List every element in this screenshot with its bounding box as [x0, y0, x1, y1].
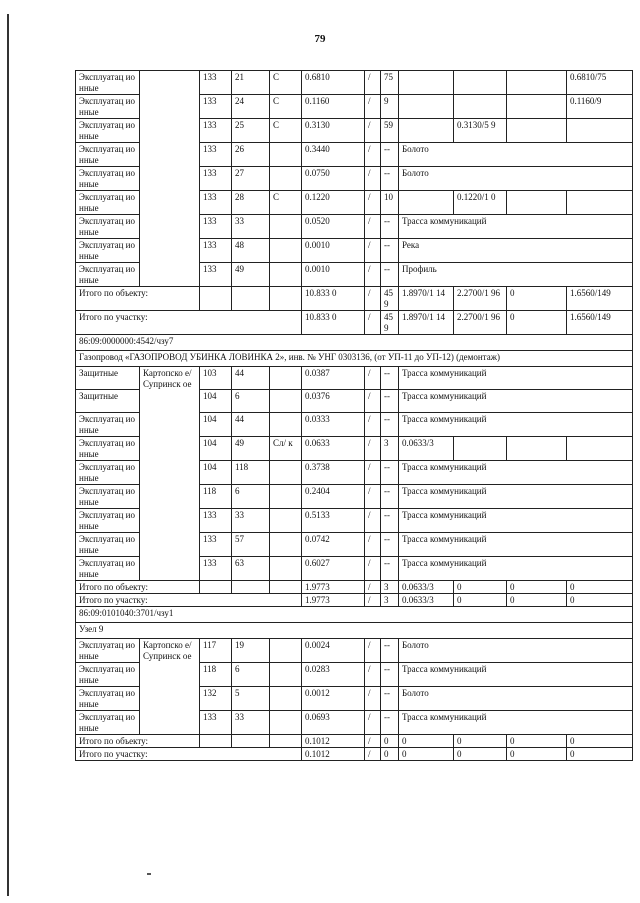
slash-cell: /	[365, 71, 381, 95]
area-cell: 0.6810	[302, 71, 365, 95]
category-cell: С	[270, 191, 302, 215]
total-value1: 0	[399, 748, 454, 761]
area-cell: 0.0283	[302, 663, 365, 687]
value2-cell	[454, 71, 507, 95]
dash-cell: --	[381, 239, 399, 263]
land-category-cell: Эксплуатац ионные	[76, 263, 140, 287]
quarter-cell: 133	[200, 143, 232, 167]
slash-cell: /	[365, 735, 381, 748]
value1-cell	[399, 191, 454, 215]
table-row	[76, 639, 633, 663]
plot-cell: 49	[232, 263, 270, 287]
note-cell: Болото	[399, 687, 633, 711]
area-cell: 0.0024	[302, 639, 365, 663]
total-value1: 0.0633/3	[399, 594, 454, 607]
total-label: Итого по участку:	[76, 748, 302, 761]
category-cell: Сл/ к	[270, 437, 302, 461]
total-label: Итого по объекту:	[76, 735, 200, 748]
total-value2: 0	[454, 735, 507, 748]
count-cell: 59	[381, 119, 399, 143]
plot-cell: 6	[232, 390, 270, 413]
category-cell	[270, 533, 302, 557]
note-cell: Трасса коммуникаций	[399, 557, 633, 581]
total-value1: 0.0633/3	[399, 581, 454, 594]
area-cell: 0.3130	[302, 119, 365, 143]
dash-cell: --	[381, 639, 399, 663]
land-category-cell: Эксплуатац ионные	[76, 557, 140, 581]
note-cell: Река	[399, 239, 633, 263]
table-row	[76, 367, 633, 390]
category-cell	[270, 639, 302, 663]
total-value3: 0	[507, 581, 567, 594]
category-cell: С	[270, 119, 302, 143]
category-cell: С	[270, 71, 302, 95]
area-cell: 0.1160	[302, 95, 365, 119]
plot-cell: 28	[232, 191, 270, 215]
plot-cell: 26	[232, 143, 270, 167]
summary-cell	[567, 191, 633, 215]
category-cell	[270, 485, 302, 509]
dash-cell: --	[381, 533, 399, 557]
dash-cell: --	[381, 215, 399, 239]
scan-edge	[7, 14, 9, 896]
area-cell: 0.3738	[302, 461, 365, 485]
land-category-cell: Эксплуатац ионные	[76, 119, 140, 143]
blank-cell	[270, 735, 302, 748]
total-count: 3	[381, 581, 399, 594]
total-summary: 0	[567, 594, 633, 607]
area-cell: 0.2404	[302, 485, 365, 509]
quarter-cell: 133	[200, 533, 232, 557]
quarter-cell: 132	[200, 687, 232, 711]
summary-cell	[567, 119, 633, 143]
scan-mark	[147, 873, 151, 875]
category-cell	[270, 143, 302, 167]
land-category-cell: Защитные	[76, 390, 140, 413]
owner-cell: Картопско е/ Супринск ое	[140, 639, 200, 735]
slash-cell: /	[365, 263, 381, 287]
total-value3: 0	[507, 311, 567, 335]
dash-cell: --	[381, 390, 399, 413]
dash-cell: --	[381, 711, 399, 735]
total-count: 45 9	[381, 311, 399, 335]
blank-cell	[200, 735, 232, 748]
summary-cell	[567, 437, 633, 461]
category-cell	[270, 167, 302, 191]
plot-cell: 33	[232, 215, 270, 239]
category-cell	[270, 215, 302, 239]
dash-cell: --	[381, 663, 399, 687]
value3-cell	[507, 95, 567, 119]
cadastral-number	[76, 335, 633, 351]
value1-cell	[399, 119, 454, 143]
table-row	[76, 71, 633, 95]
value1-cell	[399, 95, 454, 119]
total-value3: 0	[507, 594, 567, 607]
owner-cell: Картопско е/ Супринск ое	[140, 367, 200, 581]
dash-cell: --	[381, 167, 399, 191]
total-object-row	[76, 735, 633, 748]
category-cell	[270, 367, 302, 390]
quarter-cell: 133	[200, 71, 232, 95]
note-cell: Трасса коммуникаций	[399, 509, 633, 533]
total-summary: 0	[567, 748, 633, 761]
land-category-cell: Эксплуатац ионные	[76, 167, 140, 191]
total-label: Итого по объекту:	[76, 287, 200, 311]
plot-cell: 24	[232, 95, 270, 119]
dash-cell: --	[381, 143, 399, 167]
land-category-cell: Эксплуатац ионные	[76, 143, 140, 167]
note-cell: Трасса коммуникаций	[399, 485, 633, 509]
quarter-cell: 133	[200, 263, 232, 287]
land-category-cell: Эксплуатац ионные	[76, 95, 140, 119]
land-category-cell: Эксплуатац ионные	[76, 239, 140, 263]
area-cell: 0.0010	[302, 239, 365, 263]
plot-cell: 6	[232, 485, 270, 509]
land-category-cell: Эксплуатац ионные	[76, 711, 140, 735]
plot-cell: 57	[232, 533, 270, 557]
slash-cell: /	[365, 287, 381, 311]
plot-cell: 118	[232, 461, 270, 485]
land-category-cell: Эксплуатац ионные	[76, 191, 140, 215]
quarter-cell: 133	[200, 215, 232, 239]
dash-cell: --	[381, 461, 399, 485]
land-category-cell: Эксплуатац ионные	[76, 437, 140, 461]
page-number: 79	[314, 33, 326, 45]
value2-cell: 0.3130/5 9	[454, 119, 507, 143]
land-category-cell: Эксплуатац ионные	[76, 485, 140, 509]
land-category-cell: Эксплуатац ионные	[76, 533, 140, 557]
plot-cell: 25	[232, 119, 270, 143]
area-cell: 0.0633	[302, 437, 365, 461]
note-cell: Болото	[399, 639, 633, 663]
category-cell	[270, 711, 302, 735]
dash-cell: --	[381, 367, 399, 390]
quarter-cell: 117	[200, 639, 232, 663]
slash-cell: /	[365, 663, 381, 687]
plot-cell: 21	[232, 71, 270, 95]
note-cell: Трасса коммуникаций	[399, 533, 633, 557]
value2-cell: 0.1220/1 0	[454, 191, 507, 215]
total-parcel-row	[76, 594, 633, 607]
blank-cell	[232, 287, 270, 311]
total-value3: 0	[507, 735, 567, 748]
slash-cell: /	[365, 215, 381, 239]
object-name-cell: Узел 9	[76, 623, 633, 639]
cadastral-number-cell: 86:09:0101040:3701/чзу1	[76, 607, 633, 623]
category-cell	[270, 239, 302, 263]
category-cell: С	[270, 95, 302, 119]
value2-cell	[454, 95, 507, 119]
area-cell: 0.3440	[302, 143, 365, 167]
total-area: 10.833 0	[302, 287, 365, 311]
count-cell: 3	[381, 437, 399, 461]
slash-cell: /	[365, 239, 381, 263]
object-name-cell: Газопровод «ГАЗОПРОВОД УБИНКА ЛОВИНКА 2», инв. № УНГ 0303136, (от УП-11 до УП-12) (демонтаж)	[76, 351, 633, 367]
total-value1: 1.8970/1 14	[399, 311, 454, 335]
total-value2: 0	[454, 581, 507, 594]
land-category-cell: Эксплуатац ионные	[76, 413, 140, 437]
count-cell: 75	[381, 71, 399, 95]
slash-cell: /	[365, 390, 381, 413]
total-summary: 1.6560/149	[567, 311, 633, 335]
total-label: Итого по участку:	[76, 594, 302, 607]
slash-cell: /	[365, 533, 381, 557]
category-cell	[270, 263, 302, 287]
total-summary: 0	[567, 581, 633, 594]
category-cell	[270, 687, 302, 711]
plot-cell: 33	[232, 509, 270, 533]
slash-cell: /	[365, 485, 381, 509]
land-category-cell: Эксплуатац ионные	[76, 509, 140, 533]
area-cell: 0.0387	[302, 367, 365, 390]
slash-cell: /	[365, 143, 381, 167]
slash-cell: /	[365, 687, 381, 711]
count-cell: 9	[381, 95, 399, 119]
area-cell: 0.0750	[302, 167, 365, 191]
slash-cell: /	[365, 167, 381, 191]
total-area: 10.833 0	[302, 311, 365, 335]
area-cell: 0.0742	[302, 533, 365, 557]
area-cell: 0.0520	[302, 215, 365, 239]
area-cell: 0.5133	[302, 509, 365, 533]
plot-cell: 63	[232, 557, 270, 581]
total-label: Итого по участку:	[76, 311, 302, 335]
area-cell: 0.0010	[302, 263, 365, 287]
slash-cell: /	[365, 748, 381, 761]
owner-cell	[140, 71, 200, 287]
area-cell: 0.1220	[302, 191, 365, 215]
total-value1: 1.8970/1 14	[399, 287, 454, 311]
blank-cell	[232, 735, 270, 748]
area-cell: 0.0333	[302, 413, 365, 437]
total-summary: 1.6560/149	[567, 287, 633, 311]
value3-cell	[507, 191, 567, 215]
plot-cell: 19	[232, 639, 270, 663]
land-allotment-table	[75, 70, 633, 761]
total-object-row	[76, 581, 633, 594]
dash-cell: --	[381, 485, 399, 509]
slash-cell: /	[365, 509, 381, 533]
plot-cell: 48	[232, 239, 270, 263]
land-category-cell: Эксплуатац ионные	[76, 215, 140, 239]
total-area: 0.1012	[302, 748, 365, 761]
dash-cell: --	[381, 263, 399, 287]
blank-cell	[270, 581, 302, 594]
note-cell: Трасса коммуникаций	[399, 215, 633, 239]
quarter-cell: 104	[200, 461, 232, 485]
slash-cell: /	[365, 461, 381, 485]
total-object-row	[76, 287, 633, 311]
cadastral-number	[76, 607, 633, 623]
object-name	[76, 623, 633, 639]
summary-cell: 0.6810/75	[567, 71, 633, 95]
quarter-cell: 104	[200, 413, 232, 437]
total-count: 45 9	[381, 287, 399, 311]
value2-cell	[454, 437, 507, 461]
plot-cell: 44	[232, 413, 270, 437]
total-area: 1.9773	[302, 594, 365, 607]
note-cell: Трасса коммуникаций	[399, 663, 633, 687]
slash-cell: /	[365, 437, 381, 461]
total-parcel-row	[76, 748, 633, 761]
cadastral-number-cell: 86:09:0000000:4542/чзу7	[76, 335, 633, 351]
total-summary: 0	[567, 735, 633, 748]
count-cell: 10	[381, 191, 399, 215]
total-area: 0.1012	[302, 735, 365, 748]
total-label: Итого по объекту:	[76, 581, 200, 594]
quarter-cell: 118	[200, 663, 232, 687]
area-cell: 0.0693	[302, 711, 365, 735]
quarter-cell: 103	[200, 367, 232, 390]
blank-cell	[200, 287, 232, 311]
area-cell: 0.0012	[302, 687, 365, 711]
total-value2: 2.2700/1 96	[454, 287, 507, 311]
quarter-cell: 133	[200, 119, 232, 143]
plot-cell: 27	[232, 167, 270, 191]
category-cell	[270, 663, 302, 687]
quarter-cell: 133	[200, 95, 232, 119]
quarter-cell: 133	[200, 191, 232, 215]
plot-cell: 5	[232, 687, 270, 711]
area-cell: 0.0376	[302, 390, 365, 413]
land-category-cell: Эксплуатац ионные	[76, 71, 140, 95]
plot-cell: 33	[232, 711, 270, 735]
total-area: 1.9773	[302, 581, 365, 594]
blank-cell	[232, 581, 270, 594]
dash-cell: --	[381, 413, 399, 437]
total-value2: 0	[454, 594, 507, 607]
plot-cell: 49	[232, 437, 270, 461]
quarter-cell: 133	[200, 239, 232, 263]
note-cell: Трасса коммуникаций	[399, 390, 633, 413]
note-cell: Профиль	[399, 263, 633, 287]
value3-cell	[507, 119, 567, 143]
quarter-cell: 133	[200, 509, 232, 533]
note-cell: Трасса коммуникаций	[399, 461, 633, 485]
quarter-cell: 133	[200, 711, 232, 735]
object-name	[76, 351, 633, 367]
land-category-cell: Эксплуатац ионные	[76, 639, 140, 663]
total-count: 0	[381, 748, 399, 761]
blank-cell	[270, 287, 302, 311]
total-value2: 2.2700/1 96	[454, 311, 507, 335]
total-value1: 0	[399, 735, 454, 748]
slash-cell: /	[365, 367, 381, 390]
total-count: 0	[381, 735, 399, 748]
land-category-cell: Защитные	[76, 367, 140, 390]
value3-cell	[507, 437, 567, 461]
slash-cell: /	[365, 639, 381, 663]
quarter-cell: 133	[200, 167, 232, 191]
total-parcel-row	[76, 311, 633, 335]
value1-cell	[399, 71, 454, 95]
category-cell	[270, 461, 302, 485]
total-count: 3	[381, 594, 399, 607]
summary-cell: 0.1160/9	[567, 95, 633, 119]
category-cell	[270, 390, 302, 413]
quarter-cell: 118	[200, 485, 232, 509]
plot-cell: 44	[232, 367, 270, 390]
category-cell	[270, 557, 302, 581]
quarter-cell: 104	[200, 390, 232, 413]
quarter-cell: 133	[200, 557, 232, 581]
land-category-cell: Эксплуатац ионные	[76, 687, 140, 711]
note-cell: Трасса коммуникаций	[399, 367, 633, 390]
table-body	[76, 71, 633, 761]
plot-cell: 6	[232, 663, 270, 687]
total-value2: 0	[454, 748, 507, 761]
total-value3: 0	[507, 287, 567, 311]
land-category-cell: Эксплуатац ионные	[76, 663, 140, 687]
slash-cell: /	[365, 311, 381, 335]
dash-cell: --	[381, 687, 399, 711]
slash-cell: /	[365, 581, 381, 594]
slash-cell: /	[365, 119, 381, 143]
note-cell: Болото	[399, 167, 633, 191]
quarter-cell: 104	[200, 437, 232, 461]
note-cell: Трасса коммуникаций	[399, 413, 633, 437]
total-value3: 0	[507, 748, 567, 761]
dash-cell: --	[381, 509, 399, 533]
slash-cell: /	[365, 413, 381, 437]
category-cell	[270, 413, 302, 437]
category-cell	[270, 509, 302, 533]
slash-cell: /	[365, 95, 381, 119]
area-cell: 0.6027	[302, 557, 365, 581]
blank-cell	[200, 581, 232, 594]
value3-cell	[507, 71, 567, 95]
note-cell: Трасса коммуникаций	[399, 711, 633, 735]
value1-cell: 0.0633/3	[399, 437, 454, 461]
note-cell: Болото	[399, 143, 633, 167]
slash-cell: /	[365, 594, 381, 607]
slash-cell: /	[365, 191, 381, 215]
land-category-cell: Эксплуатац ионные	[76, 461, 140, 485]
slash-cell: /	[365, 711, 381, 735]
slash-cell: /	[365, 557, 381, 581]
dash-cell: --	[381, 557, 399, 581]
